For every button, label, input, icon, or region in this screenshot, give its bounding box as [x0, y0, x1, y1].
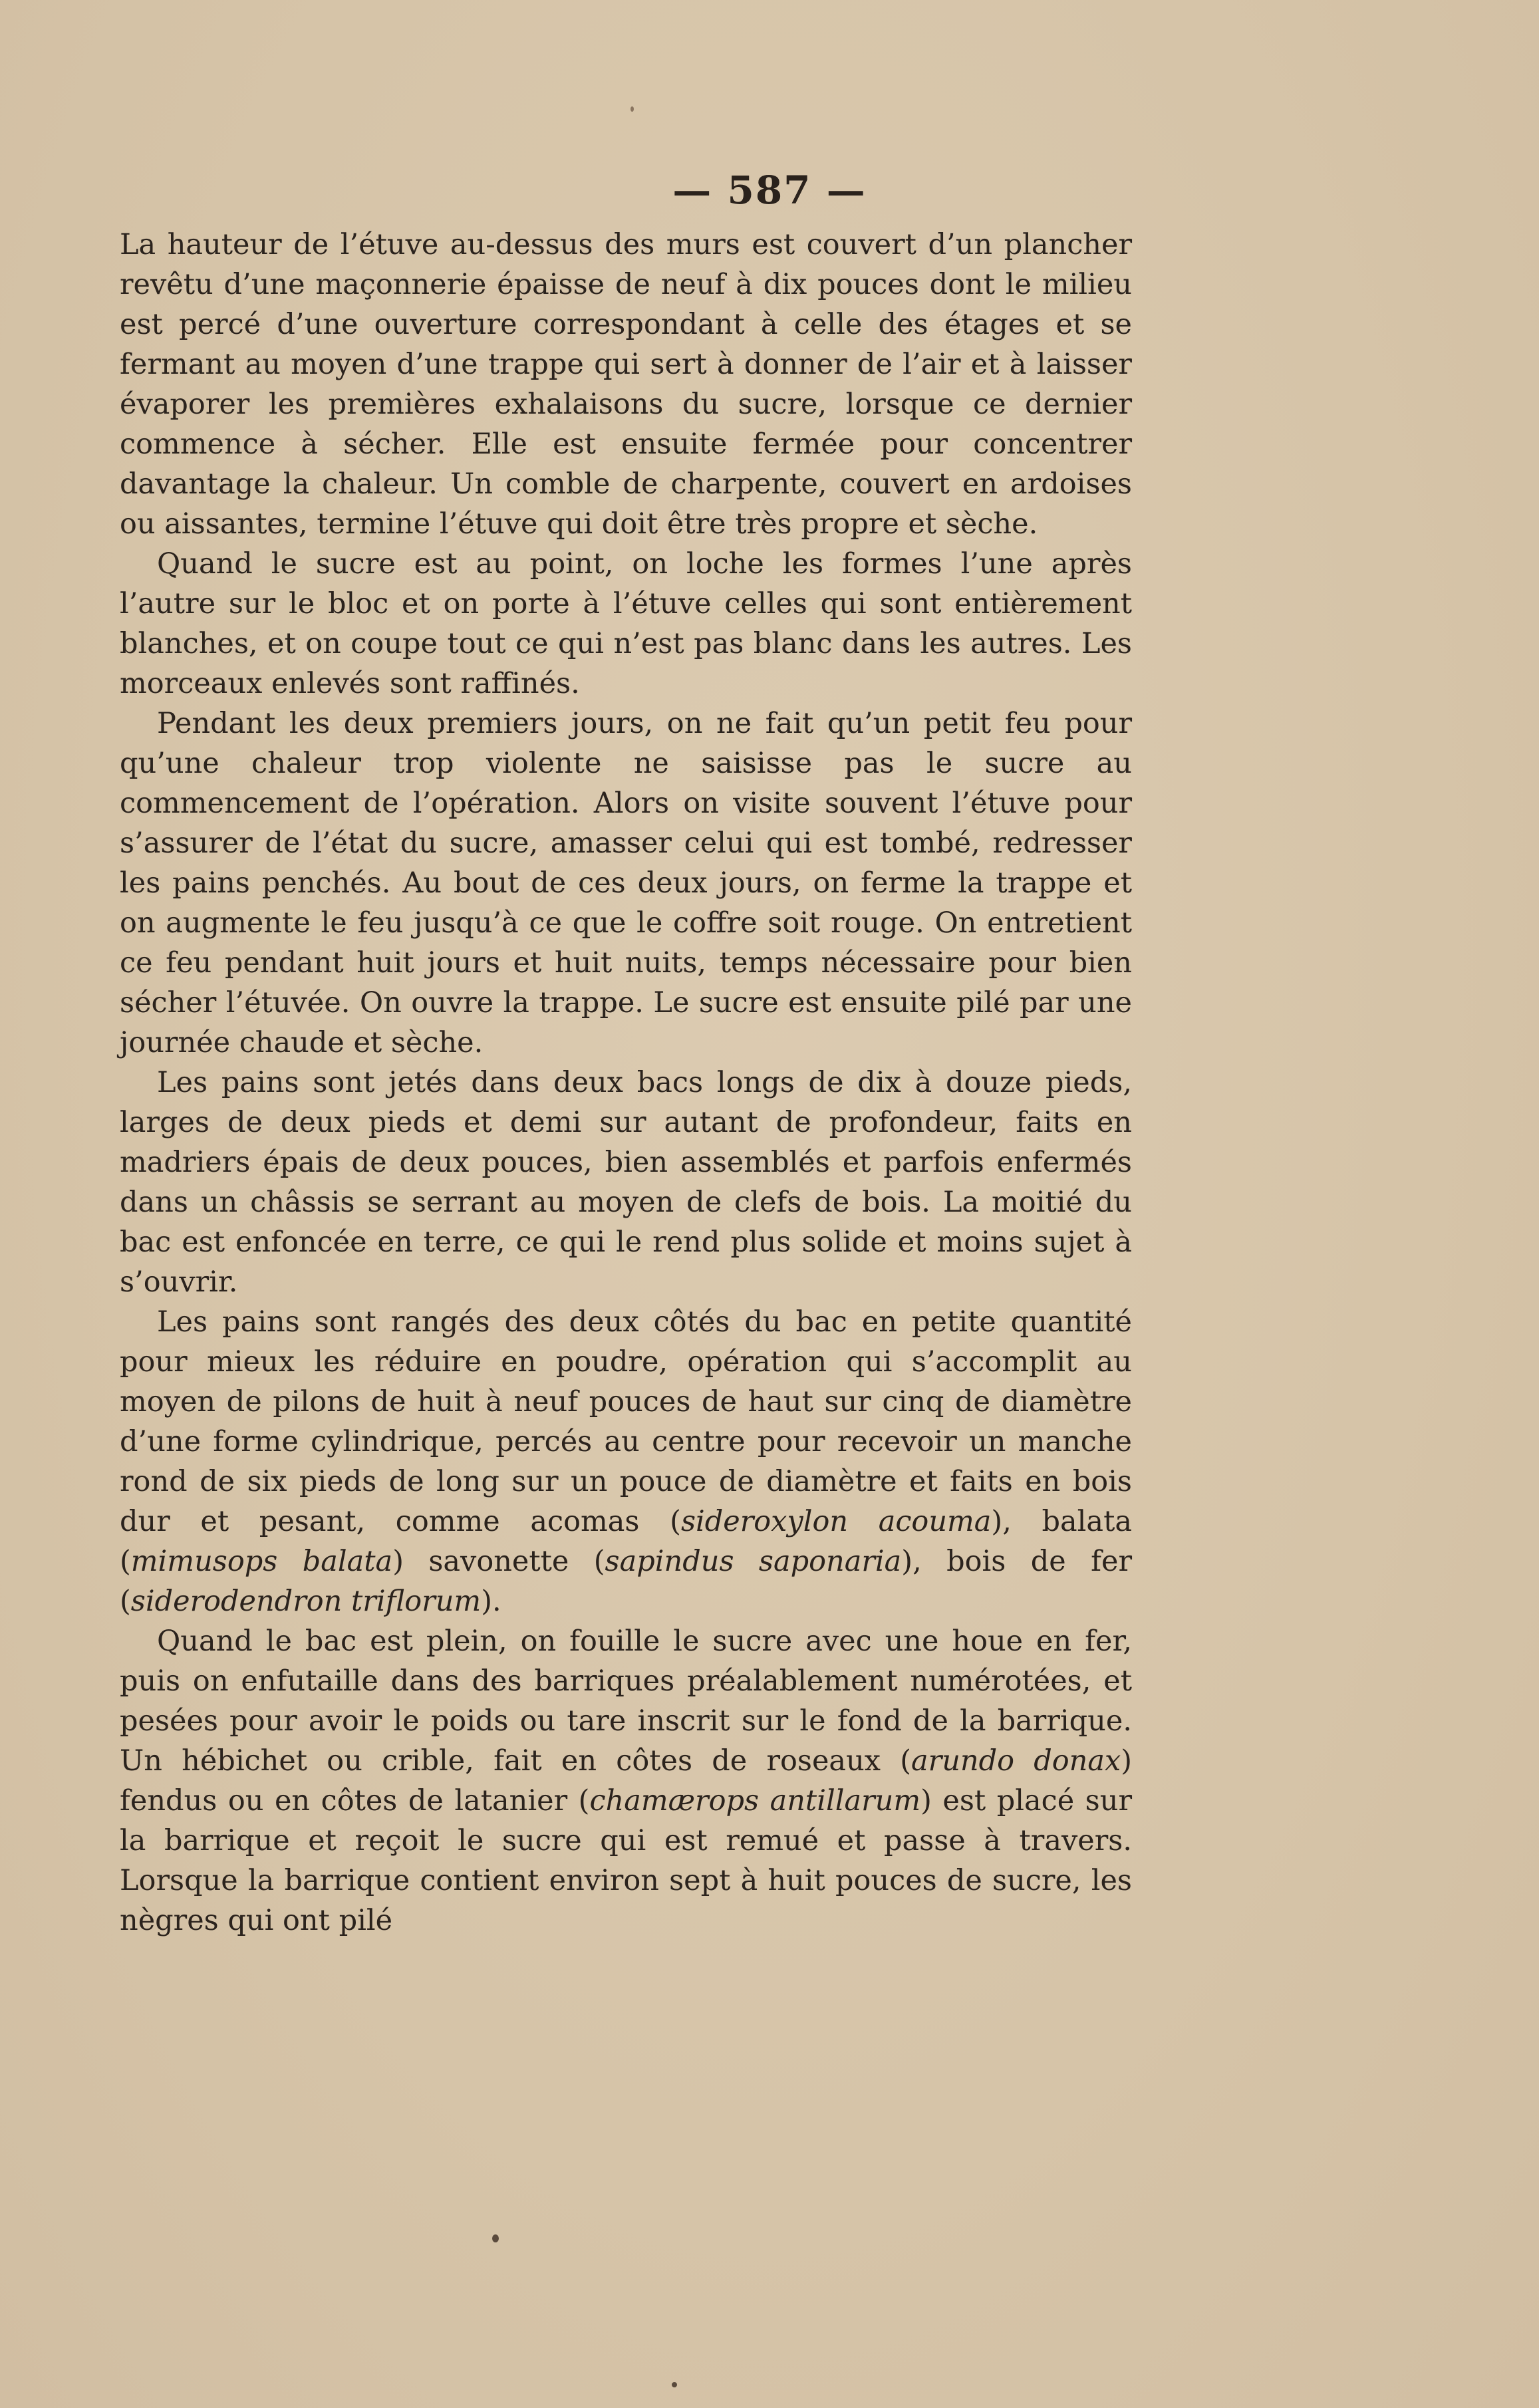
latin-name: arundo donax: [911, 1744, 1121, 1778]
ink-speck: [672, 2382, 677, 2387]
latin-name: chamærops antillarum: [589, 1784, 921, 1817]
text-run: ).: [481, 1585, 501, 1618]
paragraph-5: [120, 1302, 1132, 1621]
paragraph-6: [120, 1621, 1132, 1940]
paragraph-4: Les pains sont jetés dans deux bacs longs de dix à douze pieds, larges de deux pieds et demi sur autant de profondeur, faits en madriers épais de deux pouces, bien assemblés et parfois enfermés dans un châssis se serrant au moyen de clefs de bois. La moitié du bac est enfoncée en terre, ce qui le rend plus solide et moins sujet à s’ouvrir.: [120, 1066, 1132, 1299]
latin-name: sapindus saponaria: [605, 1545, 902, 1578]
ink-speck: [492, 2234, 499, 2242]
paragraph-1: La hauteur de l’étuve au-dessus des murs est couvert d’un plancher revêtu d’une maçonnerie épaisse de neuf à dix pouces dont le milieu est percé d’une ouverture correspondant à celle des étages et se fermant au moyen d’une trappe qui sert à donner de l’air et à laisser évaporer les premières exhalaisons du sucre, lorsque ce dernier commence à sécher. Elle est ensuite fermée pour concentrer davantage la chaleur. Un comble de charpente, couvert en ardoises ou aissantes, termine l’étuve qui doit être très propre et sèche.: [120, 228, 1132, 541]
text-run: ), balata (: [120, 1505, 1132, 1578]
body-text: [120, 225, 1132, 1940]
text-run: Quand le bac est plein, on fouille le sucre avec une houe en fer, puis on enfutaille dans des barriques préalablement numérotées, et pesées pour avoir le poids ou tare inscrit sur le fond de la barrique. Un hébichet ou crible, fait en côtes de roseaux (: [120, 1625, 1132, 1778]
text-run: Les pains sont rangés des deux côtés du bac en petite quantité pour mieux les réduire en poudre, opération qui s’accomplit au moyen de pilons de huit à neuf pouces de haut sur cinq de diamètre d’une forme cylindrique, percés au centre pour recevoir un manche rond de six pieds de long sur un pouce de diamètre et faits en bois dur et pesant, comme acomas (: [120, 1305, 1132, 1538]
paragraph-2: Quand le sucre est au point, on loche les formes l’une après l’autre sur le bloc et on porte à l’étuve celles qui sont entièrement blanches, et on coupe tout ce qui n’est pas blanc dans les autres. Les morceaux enlevés sont raffinés.: [120, 547, 1132, 700]
ink-speck: [630, 106, 634, 112]
page-number: — 587 —: [672, 168, 867, 213]
latin-name: sideroxylon acouma: [680, 1505, 992, 1538]
text-run: ) est placé sur la barrique et reçoit le sucre qui est remué et passe à travers. Lorsque la barrique contient environ sept à huit pouces de sucre, les nègres qui ont pilé: [120, 1784, 1133, 1937]
text-run: ) savonette (: [392, 1545, 605, 1578]
text-run: ) fendus ou en côtes de latanier (: [120, 1744, 1133, 1817]
latin-name: siderodendron triflorum: [130, 1585, 482, 1618]
paragraph-3: Pendant les deux premiers jours, on ne fait qu’un petit feu pour qu’une chaleur trop violente ne saisisse pas le sucre au commencement de l’opération. Alors on visite souvent l’étuve pour s’assurer de l’état du sucre, amasser celui qui est tombé, redresser les pains penchés. Au bout de ces deux jours, on ferme la trappe et on augmente le feu jusqu’à ce que le coffre soit rouge. On entretient ce feu pendant huit jours et huit nuits, temps nécessaire pour bien sécher l’étuvée. On ouvre la trappe. Le sucre est ensuite pilé par une journée chaude et sèche.: [120, 707, 1132, 1059]
text-run: ), bois de fer (: [120, 1545, 1133, 1618]
latin-name: mimusops balata: [130, 1545, 393, 1578]
